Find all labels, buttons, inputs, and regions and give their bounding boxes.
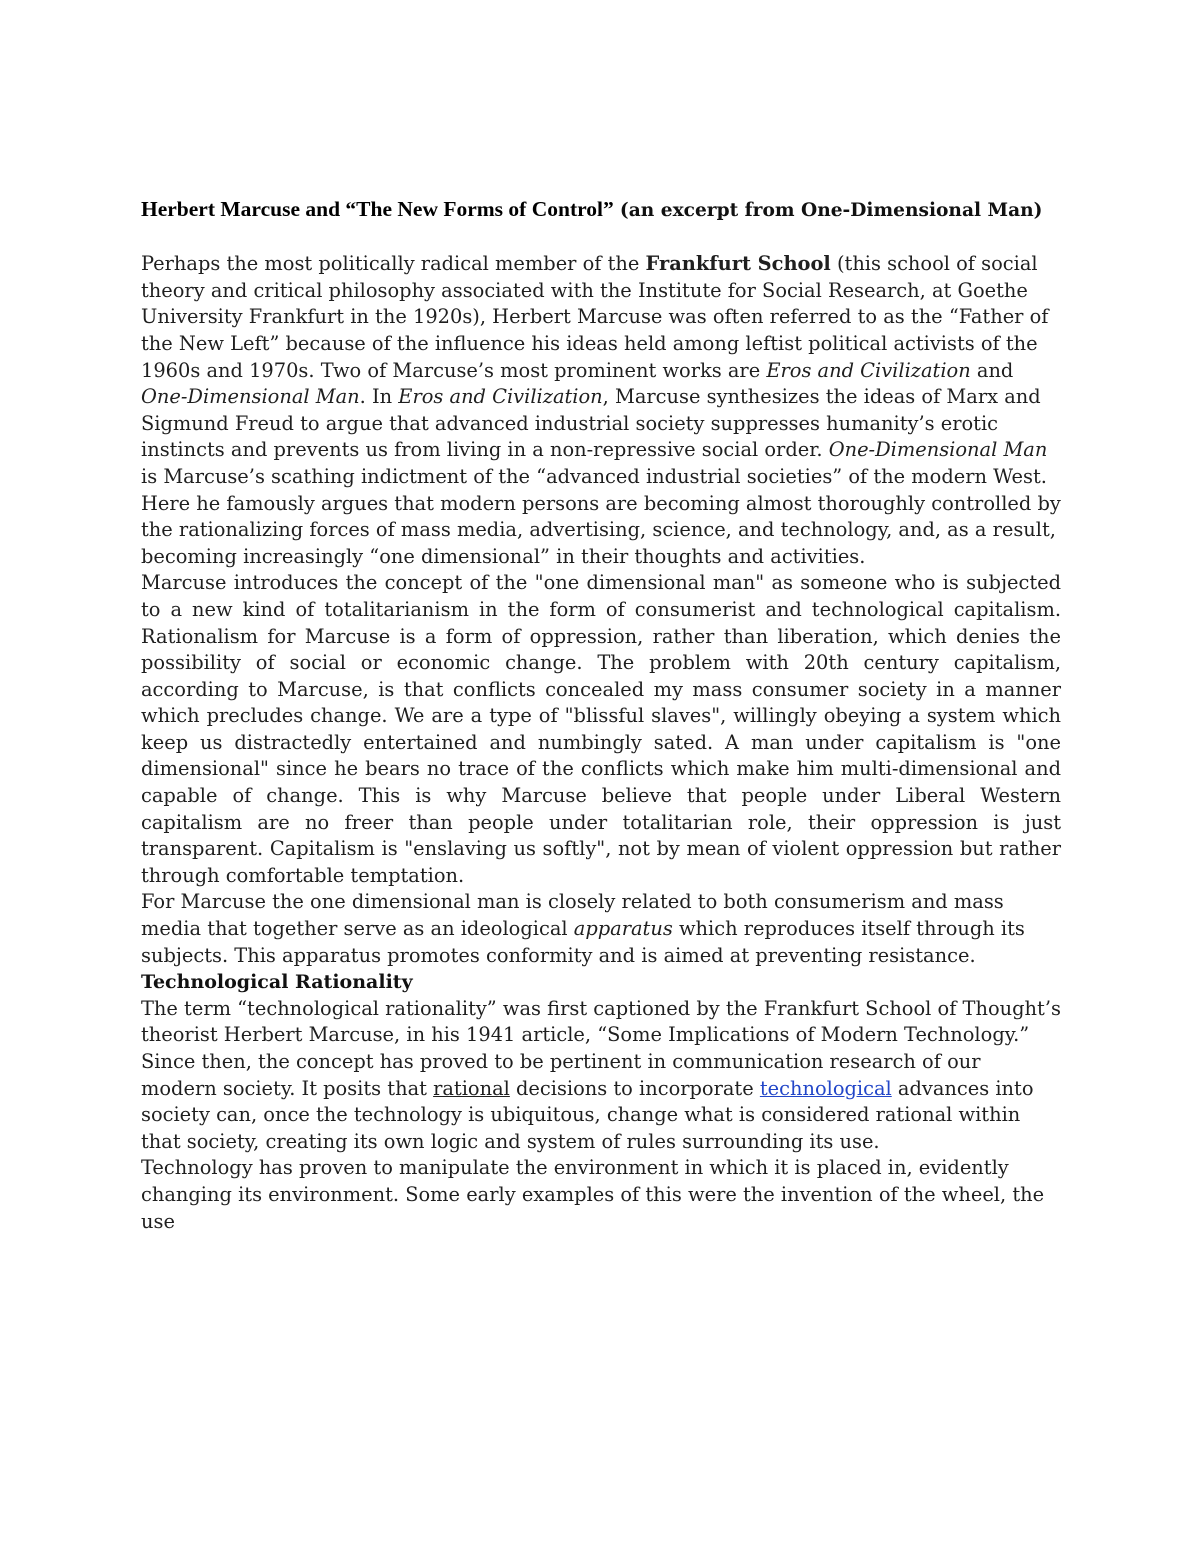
text-run: advances into society can, once the technology is ubiquitous, change what is considered rational within that society, creating its own logic and system of rules surrounding its use. [141, 1076, 1034, 1153]
title-subtitle: (an excerpt from One-Dimensional Man) [619, 200, 1043, 221]
text-run: For Marcuse the one dimensional man is closely related to both consumerism and mass media that together serve as an ideological [141, 890, 1004, 941]
apparatus-term: apparatus [573, 917, 673, 941]
title-main: Herbert Marcuse and “The New Forms of Control” [141, 197, 614, 221]
rational-term: rational [433, 1076, 510, 1100]
frankfurt-school-term: Frankfurt School [645, 252, 831, 276]
technological-link[interactable]: technological [759, 1076, 892, 1100]
document-page [141, 196, 1061, 1235]
document-title [141, 196, 1061, 225]
text-run: The term “technological rationality” was first captioned by the Frankfurt School of Thought’s theorist Herbert Marcuse, in his 1941 article, “Some Implications of Modern Technology.” Since then, the concept has proved to be pertinent in communication research of our modern society. It posits that [141, 996, 1061, 1100]
section-heading: Technological Rationality [141, 971, 413, 994]
technological-rationality-paragraph [141, 996, 1061, 1156]
text-run: and [970, 358, 1014, 382]
text-run: , Marcuse synthesizes the ideas of Marx and Sigmund Freud to argue that advanced industrial society suppresses humanity’s erotic instincts and prevents us from living in a non-repressive social order. [141, 385, 1041, 462]
book-title-one-dimensional: One-Dimensional Man [141, 385, 360, 409]
text-run: which reproduces itself through its subjects. This apparatus promotes conformity and is aimed at preventing resistance. [141, 917, 1025, 967]
book-title-eros: Eros and Civilization [398, 385, 603, 409]
one-dimensional-man-paragraph: Marcuse introduces the concept of the "one dimensional man" as someone who is subjected to a new kind of totalitarianism in the form of consumerist and technological capitalism. Rationalism for Marcuse is a form of oppression, rather than liberation, which denies the possibility of social or economic change. The problem with 20th century capitalism, according to Marcuse, is that conflicts concealed my mass consumer society in a manner which precludes change. We are a type of "blissful slaves", willingly obeying a system which keep us distractedly entertained and numbingly sated. A man under capitalism is "one dimensional" since he bears no trace of the conflicts which make him multi-dimensional and capable of change. This is why Marcuse believe that people under Liberal Western capitalism are no freer than people under totalitarian role, their oppression is just transparent. Capitalism is "enslaving us softly", not by mean of violent oppression but rather through comfortable temptation. [141, 571, 1061, 887]
text-run: . In [359, 385, 399, 409]
consumerism-paragraph [141, 889, 1061, 969]
text-run: is Marcuse’s scathing indictment of the “advanced industrial societies” of the modern West. Here he famously argues that modern persons are becoming almost thoroughly controlled by the rationalizing forces of mass media, advertising, science, and technology, and, as a result, becoming increasingly “one dimensional” in their thoughts and activities. [141, 464, 1061, 568]
intro-paragraph [141, 251, 1061, 570]
book-title-one-dimensional: One-Dimensional Man [828, 438, 1048, 462]
text-run: Perhaps the most politically radical member of the [141, 252, 646, 276]
text-run: (this school of social theory and critical philosophy associated with the Institute for Social Research, at Goethe University Frankfurt in the 1920s), Herbert Marcuse was often referred to as the “Father of the New Left” because of the influence his ideas held among leftist political activists of the 1960s and 1970s. Two of Marcuse’s most prominent works are [141, 252, 1049, 382]
book-title-eros: Eros and Civilization [766, 358, 971, 382]
text-run: decisions to incorporate [509, 1076, 760, 1100]
technology-environment-paragraph: Technology has proven to manipulate the environment in which it is placed in, evidently changing its environment. Some early examples of this were the invention of the wheel, the use [141, 1156, 1045, 1233]
